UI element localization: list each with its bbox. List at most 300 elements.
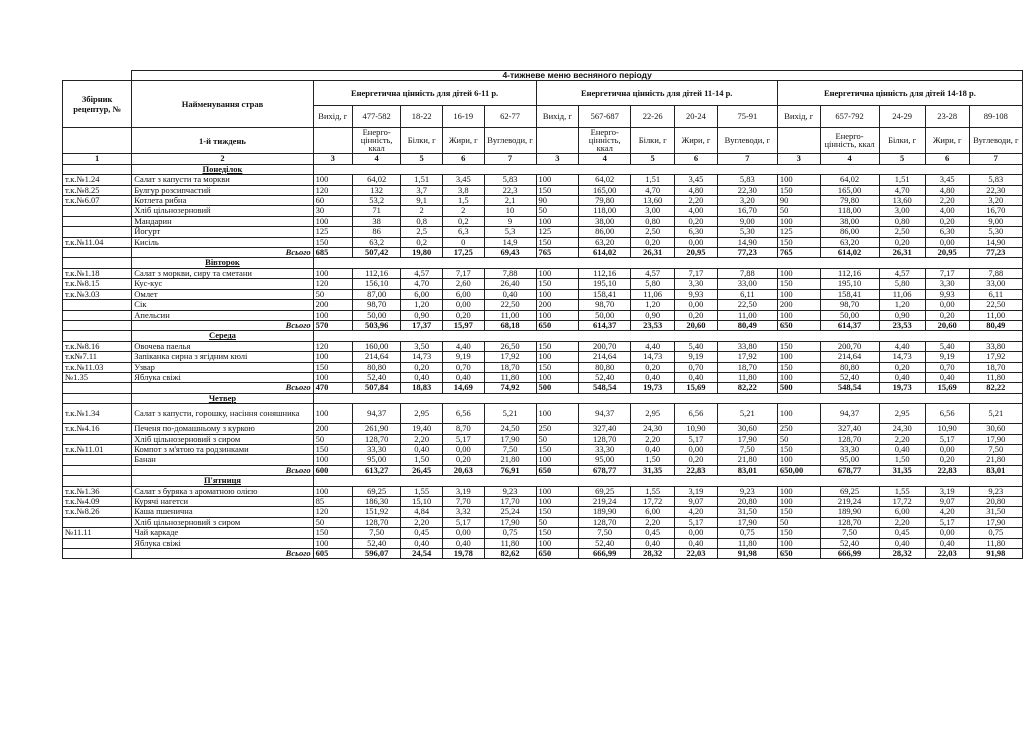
dish-row: [63, 289, 1023, 299]
weight-cell: 100: [313, 538, 352, 548]
dish-name: Салат з капусти, горошку, насіння соняшника: [132, 404, 313, 424]
total-value: 69,43: [484, 248, 536, 258]
weight-cell: 30: [313, 206, 352, 216]
value-cell: 0,00: [675, 300, 718, 310]
value-cell: 6,3: [442, 227, 484, 237]
total-empty-cell: [63, 320, 132, 330]
value-cell: 20,80: [717, 497, 777, 507]
value-cell: 3,20: [969, 196, 1022, 206]
weight-cell: 150: [313, 362, 352, 372]
value-cell: 52,40: [352, 538, 401, 548]
weight-cell: 150: [777, 528, 820, 538]
value-cell: 17,90: [717, 517, 777, 527]
value-cell: 118,00: [820, 206, 879, 216]
total-weight: 765: [777, 248, 820, 258]
value-cell: 0,00: [442, 444, 484, 454]
dish-row: [63, 185, 1023, 195]
value-cell: 2,1: [484, 196, 536, 206]
dish-row: [63, 268, 1023, 278]
weight-cell: 100: [313, 372, 352, 382]
weight-cell: 150: [313, 444, 352, 454]
weight-cell: 100: [777, 216, 820, 226]
total-value: 22,83: [675, 465, 718, 475]
value-cell: 7,50: [820, 528, 879, 538]
value-cell: 2,20: [631, 434, 675, 444]
weight-cell: 100: [536, 175, 579, 185]
weight-cell: 100: [536, 486, 579, 496]
value-cell: 79,80: [579, 196, 631, 206]
value-cell: 7,17: [925, 268, 969, 278]
value-cell: 16,70: [969, 206, 1022, 216]
weight-cell: 50: [777, 206, 820, 216]
weight-cell: 150: [536, 507, 579, 517]
sub-header-nutrient: Вуглеводи, г: [484, 128, 536, 154]
total-value: 20,95: [925, 248, 969, 258]
weight-cell: 50: [536, 517, 579, 527]
value-cell: 94,37: [820, 404, 879, 424]
range-header: 16-19: [442, 106, 484, 128]
value-cell: 0,90: [879, 310, 925, 320]
recipe-code: т.к№7.11: [63, 352, 132, 362]
dish-name: Хліб цільнозерновий з сиром: [132, 517, 313, 527]
total-value: 83,01: [969, 465, 1022, 475]
col-header-recipe-code: Збірник рецептур, №: [63, 81, 132, 128]
sub-header-weight-empty: [313, 128, 352, 154]
sub-header-nutrient: Жири, г: [925, 128, 969, 154]
column-number: 2: [132, 154, 313, 164]
total-value: 614,37: [579, 320, 631, 330]
value-cell: 0,20: [631, 237, 675, 247]
total-value: 20,63: [442, 465, 484, 475]
value-cell: 3,50: [401, 341, 443, 351]
value-cell: 1,51: [401, 175, 443, 185]
weight-cell: 90: [536, 196, 579, 206]
value-cell: 69,25: [579, 486, 631, 496]
value-cell: 0,20: [925, 455, 969, 465]
value-cell: 3,45: [925, 175, 969, 185]
dish-row: [63, 362, 1023, 372]
value-cell: 4,57: [631, 268, 675, 278]
weight-cell: 100: [536, 372, 579, 382]
day-row: [63, 331, 1023, 341]
day-empty-cell: [63, 164, 132, 174]
weight-cell: 200: [777, 300, 820, 310]
recipe-code: т.к.№1.36: [63, 486, 132, 496]
total-value: 26,45: [401, 465, 443, 475]
value-cell: 0,00: [442, 300, 484, 310]
value-cell: 165,00: [579, 185, 631, 195]
value-cell: 17,92: [717, 352, 777, 362]
value-cell: 156,10: [352, 279, 401, 289]
value-cell: 0,70: [675, 362, 718, 372]
sub-header-weight-empty: [777, 128, 820, 154]
value-cell: 21,80: [717, 455, 777, 465]
value-cell: 5,30: [717, 227, 777, 237]
dish-name: Булгур розсипчастий: [132, 185, 313, 195]
value-cell: 86,00: [579, 227, 631, 237]
column-number: 6: [925, 154, 969, 164]
value-cell: 33,30: [579, 444, 631, 454]
sub-header-nutrient: Енерго-цінність, ккал: [352, 128, 401, 154]
dish-name: Сік: [132, 300, 313, 310]
dish-row: [63, 497, 1023, 507]
weight-cell: 150: [536, 362, 579, 372]
value-cell: 6,30: [925, 227, 969, 237]
value-cell: 4,84: [401, 507, 443, 517]
value-cell: 1,20: [879, 300, 925, 310]
value-cell: 18,70: [717, 362, 777, 372]
value-cell: 0,00: [675, 237, 718, 247]
dish-row: [63, 196, 1023, 206]
value-cell: 165,00: [820, 185, 879, 195]
total-weight: 605: [313, 549, 352, 559]
total-value: 613,27: [352, 465, 401, 475]
weight-cell: 125: [536, 227, 579, 237]
value-cell: 52,40: [820, 372, 879, 382]
weight-cell: 100: [777, 310, 820, 320]
total-weight: 650: [777, 549, 820, 559]
total-label: Всього: [132, 383, 313, 393]
range-header: 657-792: [820, 106, 879, 128]
value-cell: 17,90: [717, 434, 777, 444]
total-value: 17,25: [442, 248, 484, 258]
value-cell: 4,00: [675, 206, 718, 216]
value-cell: 10,90: [925, 424, 969, 434]
sub-header-nutrient: Жири, г: [442, 128, 484, 154]
column-number: 7: [484, 154, 536, 164]
total-value: 614,37: [820, 320, 879, 330]
range-header: 62-77: [484, 106, 536, 128]
value-cell: 1,20: [631, 300, 675, 310]
total-weight: 650: [536, 465, 579, 475]
value-cell: 22,50: [717, 300, 777, 310]
dish-row: [63, 310, 1023, 320]
weight-cell: 100: [536, 268, 579, 278]
dish-row: [63, 352, 1023, 362]
total-value: 20,95: [675, 248, 718, 258]
value-cell: 5,21: [969, 404, 1022, 424]
weight-cell: 120: [313, 185, 352, 195]
value-cell: 13,60: [879, 196, 925, 206]
sub-header-nutrient: Білки, г: [879, 128, 925, 154]
value-cell: 0,40: [631, 372, 675, 382]
value-cell: 112,16: [352, 268, 401, 278]
value-cell: 1,51: [631, 175, 675, 185]
total-label: Всього: [132, 465, 313, 475]
total-value: 19,73: [631, 383, 675, 393]
total-weight: 500: [536, 383, 579, 393]
total-value: 91,98: [717, 549, 777, 559]
dish-row: [63, 424, 1023, 434]
dish-name: Салат з моркви, сиру та сметани: [132, 268, 313, 278]
value-cell: 64,02: [352, 175, 401, 185]
value-cell: 22,30: [717, 185, 777, 195]
value-cell: 0,20: [675, 455, 718, 465]
day-empty-cell: [63, 476, 132, 486]
total-value: 14,69: [442, 383, 484, 393]
weight-cell: 100: [313, 310, 352, 320]
value-cell: 0,40: [401, 444, 443, 454]
value-cell: 261,90: [352, 424, 401, 434]
total-value: 28,32: [631, 549, 675, 559]
value-cell: 0,00: [925, 528, 969, 538]
value-cell: 214,64: [820, 352, 879, 362]
value-cell: 158,41: [820, 289, 879, 299]
value-cell: 2,95: [401, 404, 443, 424]
value-cell: 4,57: [879, 268, 925, 278]
total-value: 507,84: [352, 383, 401, 393]
weight-cell: 100: [313, 455, 352, 465]
value-cell: 2,20: [401, 434, 443, 444]
total-value: 83,01: [717, 465, 777, 475]
value-cell: 5,80: [879, 279, 925, 289]
value-cell: 1,5: [442, 196, 484, 206]
weight-cell: 200: [313, 300, 352, 310]
value-cell: 0,20: [879, 237, 925, 247]
total-weight: 685: [313, 248, 352, 258]
value-cell: 5,17: [442, 434, 484, 444]
value-cell: 6,11: [717, 289, 777, 299]
value-cell: 0,2: [442, 216, 484, 226]
value-cell: 2,50: [631, 227, 675, 237]
range-header: 24-29: [879, 106, 925, 128]
value-cell: 7,17: [675, 268, 718, 278]
value-cell: 22,50: [969, 300, 1022, 310]
weight-cell: 200: [536, 300, 579, 310]
value-cell: 151,92: [352, 507, 401, 517]
total-value: 678,77: [579, 465, 631, 475]
recipe-code: т.к.№8.15: [63, 279, 132, 289]
value-cell: 5,21: [484, 404, 536, 424]
total-row: [63, 248, 1023, 258]
value-cell: 4,40: [879, 341, 925, 351]
total-weight: 650: [536, 549, 579, 559]
value-cell: 0,20: [442, 310, 484, 320]
value-cell: 21,80: [969, 455, 1022, 465]
dish-name: Йогурт: [132, 227, 313, 237]
value-cell: 219,24: [579, 497, 631, 507]
weight-cell: 85: [313, 497, 352, 507]
range-header: 89-108: [969, 106, 1022, 128]
day-empty-span: [313, 393, 1022, 403]
menu-body: [63, 71, 1023, 559]
value-cell: 0,45: [631, 528, 675, 538]
value-cell: 2,95: [631, 404, 675, 424]
total-value: 548,54: [820, 383, 879, 393]
dish-name: Компот з м'ятою та родзинками: [132, 444, 313, 454]
dish-name: Котлета рибна: [132, 196, 313, 206]
value-cell: 9,23: [717, 486, 777, 496]
value-cell: 0,20: [925, 216, 969, 226]
weight-cell: 100: [536, 404, 579, 424]
weight-cell: 50: [313, 517, 352, 527]
total-value: 15,69: [675, 383, 718, 393]
total-value: 26,31: [631, 248, 675, 258]
value-cell: 189,90: [820, 507, 879, 517]
value-cell: 0,40: [631, 538, 675, 548]
value-cell: 69,25: [820, 486, 879, 496]
value-cell: 18,70: [969, 362, 1022, 372]
total-value: 22,83: [925, 465, 969, 475]
dish-name: Овочева паелья: [132, 341, 313, 351]
value-cell: 87,00: [352, 289, 401, 299]
value-cell: 33,80: [969, 341, 1022, 351]
value-cell: 30,60: [717, 424, 777, 434]
weight-cell: 120: [313, 507, 352, 517]
dish-name: Чай каркаде: [132, 528, 313, 538]
value-cell: 0,2: [401, 237, 443, 247]
value-cell: 22,30: [969, 185, 1022, 195]
value-cell: 3,30: [925, 279, 969, 289]
sub-header-weight-empty: [536, 128, 579, 154]
recipe-code: [63, 206, 132, 216]
value-cell: 4,40: [442, 341, 484, 351]
total-value: 19,80: [401, 248, 443, 258]
weight-cell: 150: [313, 237, 352, 247]
total-value: 68,18: [484, 320, 536, 330]
value-cell: 6,30: [675, 227, 718, 237]
col-header-dish-name: Найменування страв: [132, 81, 313, 128]
total-empty-cell: [63, 248, 132, 258]
recipe-code: [63, 300, 132, 310]
value-cell: 10,90: [675, 424, 718, 434]
value-cell: 33,30: [352, 444, 401, 454]
value-cell: 3,19: [925, 486, 969, 496]
dish-name: Кус-кус: [132, 279, 313, 289]
value-cell: 7,88: [717, 268, 777, 278]
value-cell: 3,32: [442, 507, 484, 517]
weight-header: Вихід, г: [313, 106, 352, 128]
weight-cell: 100: [536, 352, 579, 362]
total-value: 77,23: [969, 248, 1022, 258]
value-cell: 98,70: [579, 300, 631, 310]
day-name: Вівторок: [132, 258, 313, 268]
value-cell: 6,00: [442, 289, 484, 299]
value-cell: 1,55: [631, 486, 675, 496]
value-cell: 18,70: [484, 362, 536, 372]
total-value: 19,78: [442, 549, 484, 559]
value-cell: 0,20: [631, 362, 675, 372]
value-cell: 2,20: [401, 517, 443, 527]
week-label: 1-й тиждень: [132, 128, 313, 154]
weight-cell: 125: [313, 227, 352, 237]
menu-title: 4-тижневе меню весняного періоду: [132, 71, 1023, 81]
weight-cell: 100: [536, 497, 579, 507]
dish-row: [63, 300, 1023, 310]
value-cell: 7,88: [484, 268, 536, 278]
value-cell: 9,1: [401, 196, 443, 206]
value-cell: 3,7: [401, 185, 443, 195]
value-cell: 11,80: [717, 538, 777, 548]
value-cell: 11,80: [969, 372, 1022, 382]
dish-row: [63, 455, 1023, 465]
total-value: 82,22: [969, 383, 1022, 393]
value-cell: 1,50: [879, 455, 925, 465]
value-cell: 14,9: [484, 237, 536, 247]
value-cell: 6,00: [879, 507, 925, 517]
value-cell: 118,00: [579, 206, 631, 216]
column-number: 7: [969, 154, 1022, 164]
weight-cell: 150: [536, 444, 579, 454]
sub-header-nutrient: Вуглеводи, г: [717, 128, 777, 154]
total-value: 76,91: [484, 465, 536, 475]
weight-cell: 100: [536, 216, 579, 226]
value-cell: 14,73: [631, 352, 675, 362]
dish-name: Узвар: [132, 362, 313, 372]
day-row: [63, 393, 1023, 403]
value-cell: 9,93: [925, 289, 969, 299]
weight-cell: 120: [313, 279, 352, 289]
value-cell: 9,00: [717, 216, 777, 226]
weight-cell: 50: [313, 434, 352, 444]
value-cell: 7,50: [352, 528, 401, 538]
dish-name: Омлет: [132, 289, 313, 299]
value-cell: 0,40: [879, 444, 925, 454]
value-cell: 0,40: [401, 372, 443, 382]
total-weight: 470: [313, 383, 352, 393]
dish-name: Мандарин: [132, 216, 313, 226]
value-cell: 14,90: [717, 237, 777, 247]
weight-cell: 100: [777, 486, 820, 496]
total-value: 82,22: [717, 383, 777, 393]
recipe-code: т.к.№4.09: [63, 497, 132, 507]
dish-name: Банан: [132, 455, 313, 465]
value-cell: 7,50: [969, 444, 1022, 454]
value-cell: 20,80: [969, 497, 1022, 507]
weight-cell: 120: [313, 341, 352, 351]
value-cell: 0,80: [879, 216, 925, 226]
value-cell: 11,80: [717, 372, 777, 382]
day-name: Понеділок: [132, 164, 313, 174]
value-cell: 5,30: [969, 227, 1022, 237]
value-cell: 4,40: [631, 341, 675, 351]
value-cell: 5,17: [675, 434, 718, 444]
value-cell: 9,19: [675, 352, 718, 362]
value-cell: 0,40: [401, 538, 443, 548]
total-value: 614,02: [820, 248, 879, 258]
value-cell: 79,80: [820, 196, 879, 206]
total-value: 91,98: [969, 549, 1022, 559]
value-cell: 132: [352, 185, 401, 195]
range-header: 23-28: [925, 106, 969, 128]
value-cell: 128,70: [579, 517, 631, 527]
value-cell: 3,20: [717, 196, 777, 206]
recipe-code: №11.11: [63, 528, 132, 538]
weight-cell: 50: [536, 206, 579, 216]
value-cell: 3,45: [675, 175, 718, 185]
total-value: 614,02: [579, 248, 631, 258]
weight-cell: 200: [313, 424, 352, 434]
value-cell: 17,90: [969, 517, 1022, 527]
value-cell: 17,90: [969, 434, 1022, 444]
value-cell: 5,80: [631, 279, 675, 289]
value-cell: 94,37: [352, 404, 401, 424]
value-cell: 94,37: [579, 404, 631, 424]
total-label: Всього: [132, 320, 313, 330]
value-cell: 80,80: [352, 362, 401, 372]
day-row: [63, 164, 1023, 174]
weight-cell: 100: [777, 538, 820, 548]
day-empty-span: [313, 164, 1022, 174]
value-cell: 22,3: [484, 185, 536, 195]
value-cell: 95,00: [579, 455, 631, 465]
value-cell: 63,2: [352, 237, 401, 247]
value-cell: 160,00: [352, 341, 401, 351]
weight-cell: 100: [536, 310, 579, 320]
total-empty-cell: [63, 383, 132, 393]
total-value: 26,31: [879, 248, 925, 258]
weight-cell: 150: [536, 279, 579, 289]
